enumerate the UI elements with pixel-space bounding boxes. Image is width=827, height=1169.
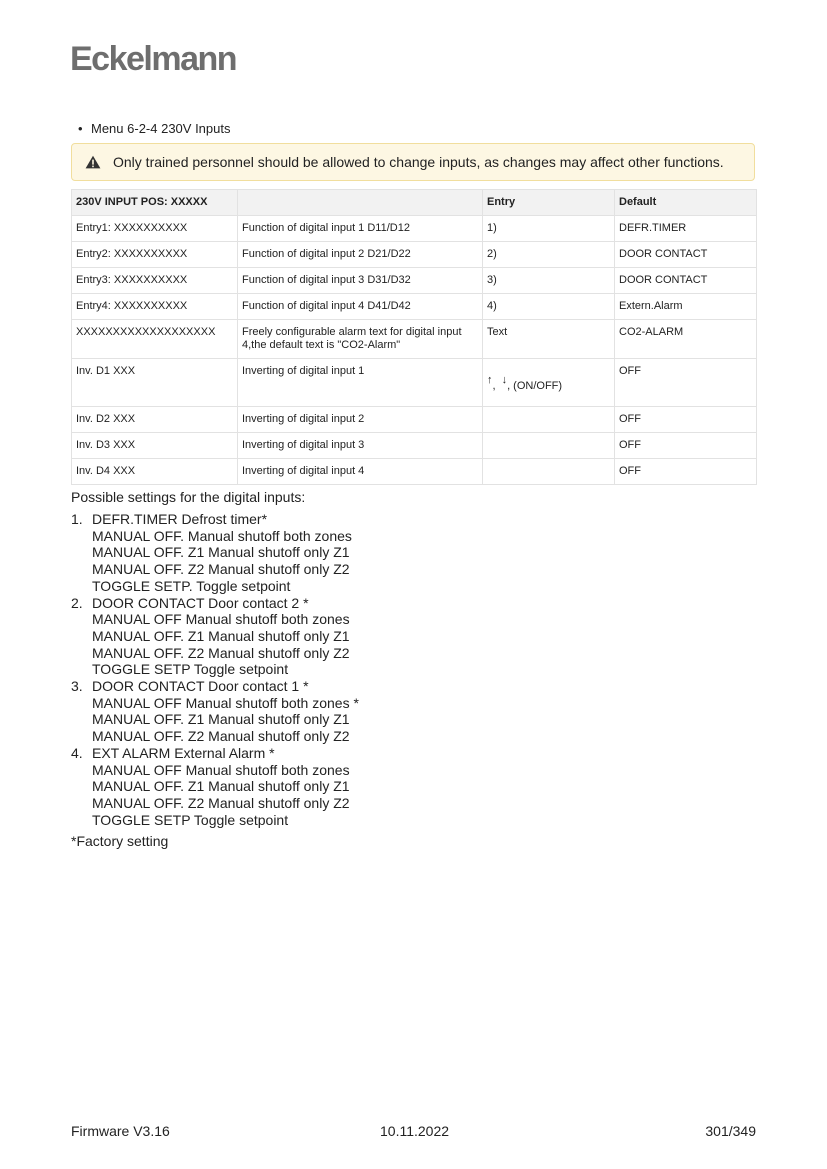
table-header-row xyxy=(72,190,757,216)
list-item-number: 3. xyxy=(71,678,83,695)
list-line: TOGGLE SETP Toggle setpoint xyxy=(92,661,289,678)
row-default: OFF xyxy=(615,433,757,459)
row-entry: 3) xyxy=(483,268,615,294)
table-row xyxy=(72,216,757,242)
list-line: DOOR CONTACT Door contact 2 * xyxy=(92,594,309,611)
row-param: Entry3: XXXXXXXXXX xyxy=(72,268,238,294)
list-line: MANUAL OFF. Z2 Manual shutoff only Z2 xyxy=(92,728,350,745)
list-item-number: 4. xyxy=(71,744,83,761)
table-row xyxy=(72,268,757,294)
row-param: Entry4: XXXXXXXXXX xyxy=(72,294,238,320)
footer-page-number: 301/349 xyxy=(705,1123,756,1139)
row-default: DOOR CONTACT xyxy=(615,268,757,294)
menu-bullet-text: Menu 6-2-4 230V Inputs xyxy=(91,121,231,136)
list-line: MANUAL OFF. Z1 Manual shutoff only Z1 xyxy=(92,544,350,561)
row-param: Inv. D1 XXX xyxy=(72,359,238,407)
header-param: 230V INPUT POS: XXXXX xyxy=(72,190,238,216)
row-param: Inv. D3 XXX xyxy=(72,433,238,459)
warning-icon xyxy=(85,155,101,169)
table-row xyxy=(72,459,757,485)
row-param: Entry1: XXXXXXXXXX xyxy=(72,216,238,242)
row-description: Inverting of digital input 1 xyxy=(238,359,483,407)
warning-text: Only trained personnel should be allowed to change inputs, as changes may affect other functions. xyxy=(113,154,724,170)
row-entry xyxy=(483,407,615,433)
row-description: Function of digital input 2 D21/D22 xyxy=(238,242,483,268)
row-param: XXXXXXXXXXXXXXXXXXX xyxy=(72,320,238,359)
warning-banner xyxy=(71,143,755,181)
row-default: DOOR CONTACT xyxy=(615,242,757,268)
table-row xyxy=(72,433,757,459)
list-item xyxy=(71,511,359,595)
brand-logo: Eckelmann xyxy=(70,40,237,78)
list-item-number: 1. xyxy=(71,511,83,527)
table-row xyxy=(72,242,757,268)
list-line: MANUAL OFF. Z1 Manual shutoff only Z1 xyxy=(92,627,350,644)
list-line: MANUAL OFF. Z1 Manual shutoff only Z1 xyxy=(92,778,350,795)
entry-arrows xyxy=(487,367,610,393)
row-description: Function of digital input 1 D11/D12 xyxy=(238,216,483,242)
table-row xyxy=(72,320,757,359)
row-entry: 4) xyxy=(483,294,615,320)
row-default: DEFR.TIMER xyxy=(615,216,757,242)
list-line: MANUAL OFF. Z2 Manual shutoff only Z2 xyxy=(92,794,350,811)
list-line: TOGGLE SETP. Toggle setpoint xyxy=(92,577,291,594)
row-default: OFF xyxy=(615,459,757,485)
row-description: Inverting of digital input 4 xyxy=(238,459,483,485)
row-param: Inv. D4 XXX xyxy=(72,459,238,485)
list-line: MANUAL OFF. Z1 Manual shutoff only Z1 xyxy=(92,711,350,728)
list-line: MANUAL OFF. Manual shutoff both zones xyxy=(92,527,352,544)
row-param: Entry2: XXXXXXXXXX xyxy=(72,242,238,268)
row-param: Inv. D2 XXX xyxy=(72,407,238,433)
footer-date: 10.11.2022 xyxy=(380,1123,450,1139)
list-line: DEFR.TIMER Defrost timer* xyxy=(92,511,268,527)
row-entry xyxy=(483,433,615,459)
arrow-separator: , xyxy=(492,380,496,392)
list-line: MANUAL OFF. Z2 Manual shutoff only Z2 xyxy=(92,561,350,578)
row-description: Inverting of digital input 3 xyxy=(238,433,483,459)
row-description: Function of digital input 3 D31/D32 xyxy=(238,268,483,294)
list-item xyxy=(71,745,359,829)
row-description: Freely configurable alarm text for digital input 4,the default text is "CO2-Alarm" xyxy=(238,320,483,359)
list-item xyxy=(71,678,359,745)
row-default: OFF xyxy=(615,359,757,407)
list-line: MANUAL OFF Manual shutoff both zones xyxy=(92,761,350,778)
row-entry: 2) xyxy=(483,242,615,268)
list-line: MANUAL OFF. Z2 Manual shutoff only Z2 xyxy=(92,644,350,661)
header-description xyxy=(238,190,483,216)
list-line: TOGGLE SETP Toggle setpoint xyxy=(92,811,289,828)
factory-setting-footnote: *Factory setting xyxy=(71,833,169,849)
arrow-down-icon: ↓ xyxy=(501,374,508,386)
row-description: Function of digital input 4 D41/D42 xyxy=(238,294,483,320)
footer-firmware: Firmware V3.16 xyxy=(71,1123,170,1139)
table-row xyxy=(72,359,757,407)
bullet-dot: • xyxy=(78,121,83,136)
entry-suffix: , (ON/OFF) xyxy=(507,380,563,392)
list-line: MANUAL OFF Manual shutoff both zones * xyxy=(92,694,359,711)
header-default: Default xyxy=(615,190,757,216)
list-line: DOOR CONTACT Door contact 1 * xyxy=(92,678,309,695)
list-item-number: 2. xyxy=(71,594,83,611)
list-line: EXT ALARM External Alarm * xyxy=(92,744,275,761)
list-line: MANUAL OFF Manual shutoff both zones xyxy=(92,611,350,628)
menu-bullet xyxy=(78,121,230,136)
row-default: CO2-ALARM xyxy=(615,320,757,359)
row-entry: 1) xyxy=(483,216,615,242)
list-item xyxy=(71,595,359,679)
row-default: Extern.Alarm xyxy=(615,294,757,320)
input-parameters-table xyxy=(71,189,757,485)
possible-settings-intro: Possible settings for the digital inputs: xyxy=(71,489,306,505)
table-row xyxy=(72,294,757,320)
arrow-up-icon: ↑ xyxy=(487,374,493,386)
row-default: OFF xyxy=(615,407,757,433)
row-description: Inverting of digital input 2 xyxy=(238,407,483,433)
table-row xyxy=(72,407,757,433)
header-entry: Entry xyxy=(483,190,615,216)
row-entry xyxy=(483,359,615,407)
row-entry: Text xyxy=(483,320,615,359)
row-entry xyxy=(483,459,615,485)
possible-settings-list xyxy=(71,511,359,828)
